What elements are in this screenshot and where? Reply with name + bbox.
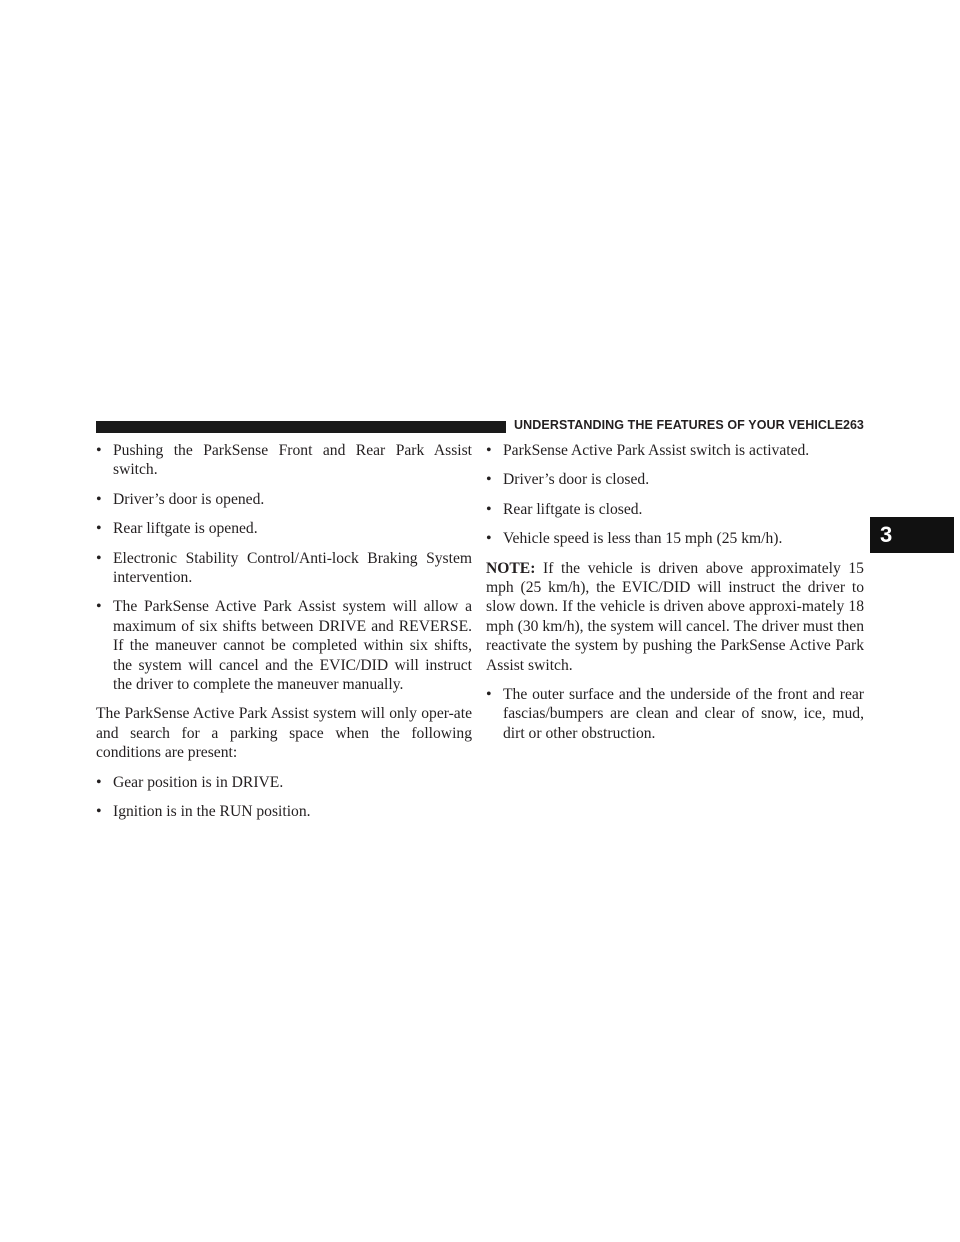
list-item-text: The ParkSense Active Park Assist system will allow a maximum of six shifts between DRIVE and REVERSE. If the maneuver cannot be completed within six shifts, the system will cancel and the EVIC/DID will instruct the driver to complete the maneuver manually. bbox=[113, 598, 472, 694]
list-item-text: Driver’s door is closed. bbox=[503, 471, 650, 489]
list-item bbox=[96, 773, 472, 792]
list-item bbox=[486, 529, 864, 548]
list-item-text: ParkSense Active Park Assist switch is activated. bbox=[503, 442, 810, 459]
list-item bbox=[96, 519, 472, 538]
bullet-icon: • bbox=[486, 471, 492, 489]
list-item bbox=[96, 441, 472, 480]
bullet-icon: • bbox=[96, 803, 102, 821]
note-label: NOTE: bbox=[486, 559, 536, 577]
list-item-text: Driver’s door is opened. bbox=[113, 490, 265, 508]
list-item-text: Vehicle speed is less than 15 mph (25 km/h). bbox=[503, 530, 783, 548]
list-item bbox=[96, 802, 472, 821]
bullet-icon: • bbox=[486, 442, 492, 459]
bullet-icon: • bbox=[96, 773, 102, 791]
running-header-title: UNDERSTANDING THE FEATURES OF YOUR VEHICLE bbox=[514, 418, 844, 432]
header-rule bbox=[96, 421, 506, 433]
list-item bbox=[96, 549, 472, 588]
list-item-text: Rear liftgate is closed. bbox=[503, 500, 643, 518]
bullet-icon: • bbox=[96, 549, 102, 567]
list-item-text: Electronic Stability Control/Anti-lock Braking System intervention. bbox=[113, 549, 472, 587]
list-item bbox=[486, 441, 864, 460]
list-item bbox=[486, 685, 864, 743]
right-column bbox=[486, 441, 864, 753]
bullet-icon: • bbox=[96, 442, 102, 459]
list-item bbox=[96, 490, 472, 509]
body-paragraph: The ParkSense Active Park Assist system will only oper-ate and search for a parking space when the following conditions are present: bbox=[96, 705, 472, 762]
list-item-text: Gear position is in DRIVE. bbox=[113, 773, 284, 791]
list-item bbox=[96, 597, 472, 694]
page-number: 263 bbox=[843, 418, 864, 432]
list-item-text: Rear liftgate is opened. bbox=[113, 520, 258, 538]
bullet-icon: • bbox=[96, 598, 102, 616]
list-item-text: The outer surface and the underside of the front and rear fascias/bumpers are clean and clear of snow, ice, mud, dirt or other obstruction. bbox=[503, 686, 864, 742]
bullet-icon: • bbox=[96, 490, 102, 508]
bullet-icon: • bbox=[486, 530, 492, 548]
list-item-text: Ignition is in the RUN position. bbox=[113, 803, 311, 821]
list-item-text: Pushing the ParkSense Front and Rear Park Assist switch. bbox=[113, 442, 472, 479]
left-column bbox=[96, 441, 472, 832]
bullet-icon: • bbox=[486, 686, 492, 704]
list-item bbox=[486, 500, 864, 519]
bullet-icon: • bbox=[96, 520, 102, 538]
bullet-icon: • bbox=[486, 500, 492, 518]
list-item bbox=[486, 470, 864, 489]
note-paragraph bbox=[486, 559, 864, 675]
note-text: If the vehicle is driven above approximately 15 mph (25 km/h), the EVIC/DID will instruct the driver to slow down. If the vehicle is driven above approxi-mately 18 mph (30 km/h), the system will cancel. The driver must then reactivate the system by pushing the ParkSense Active Park Assist switch. bbox=[486, 559, 864, 674]
section-tab: 3 bbox=[870, 517, 954, 553]
